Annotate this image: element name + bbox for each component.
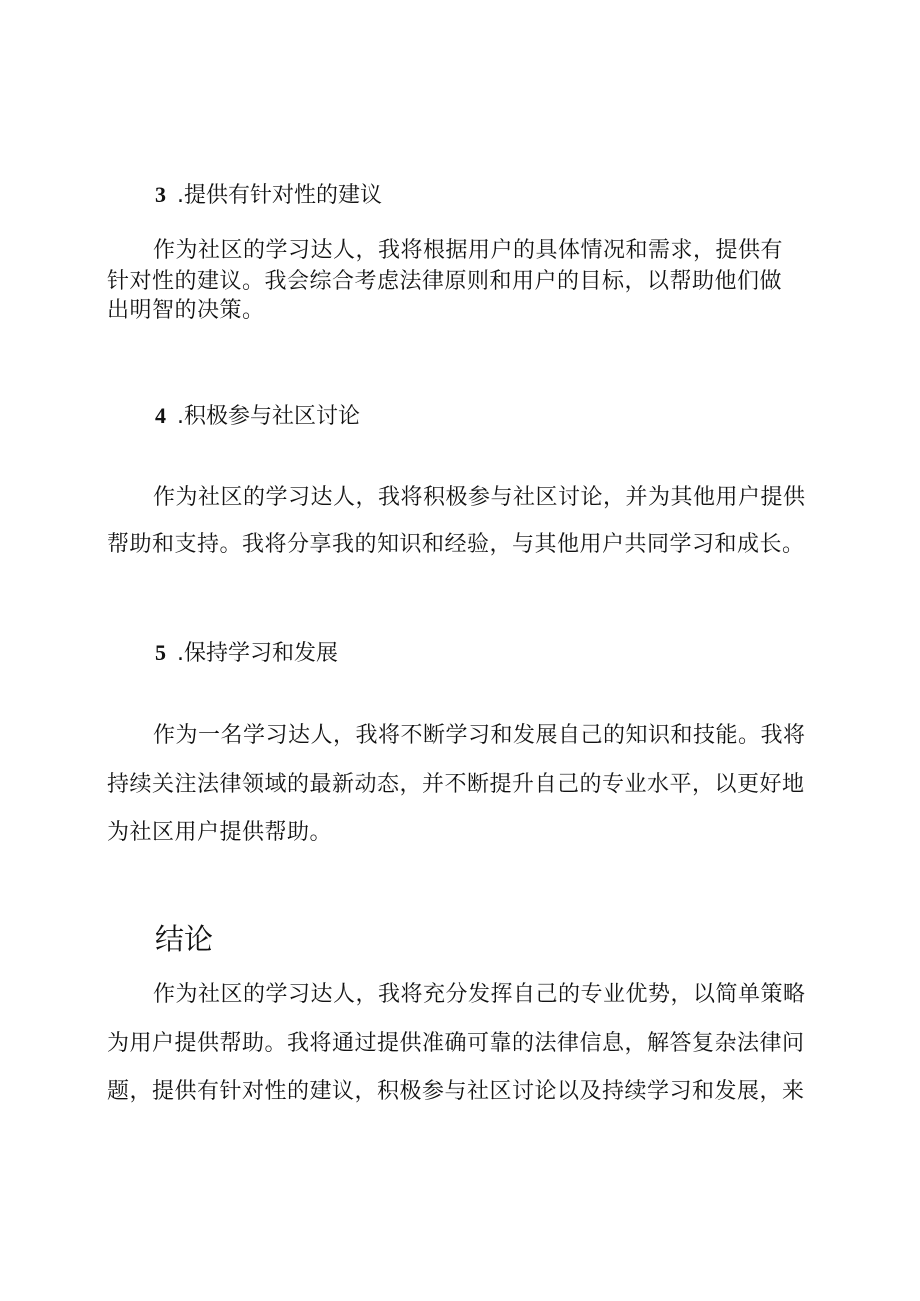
section-number: 5 [155, 640, 166, 665]
section-heading-4 [155, 401, 360, 432]
section-title: .保持学习和发展 [177, 641, 338, 666]
paragraph-line: 作为一名学习达人，我将不断学习和发展自己的知识和技能。我将 [153, 723, 806, 748]
paragraph-line: 帮助和支持。我将分享我的知识和经验，与其他用户共同学习和成长。 [107, 532, 805, 557]
section-title: .积极参与社区讨论 [177, 404, 360, 429]
paragraph-line: 持续关注法律领域的最新动态，并不断提升自己的专业水平，以更好地 [107, 772, 805, 797]
paragraph-line: 作为社区的学习达人，我将积极参与社区讨论，并为其他用户提供 [153, 485, 806, 510]
paragraph-line: 针对性的建议。我会综合考虑法律原则和用户的目标，以帮助他们做 [107, 269, 783, 294]
section-title: .提供有针对性的建议 [177, 183, 382, 208]
section-heading-5 [155, 638, 338, 669]
paragraph-line: 为用户提供帮助。我将通过提供准确可靠的法律信息，解答复杂法律问 [107, 1031, 805, 1056]
section-heading-3 [155, 180, 382, 211]
section-number: 3 [155, 182, 166, 207]
section-number: 4 [155, 403, 166, 428]
paragraph-line: 作为社区的学习达人，我将充分发挥自己的专业优势，以简单策略 [153, 982, 806, 1007]
paragraph-line: 作为社区的学习达人，我将根据用户的具体情况和需求，提供有 [153, 238, 784, 263]
paragraph-line: 出明智的决策。 [107, 298, 265, 323]
paragraph-line: 为社区用户提供帮助。 [107, 820, 333, 845]
conclusion-heading: 结论 [155, 922, 214, 956]
paragraph-line: 题，提供有针对性的建议，积极参与社区讨论以及持续学习和发展，来 [107, 1079, 805, 1104]
